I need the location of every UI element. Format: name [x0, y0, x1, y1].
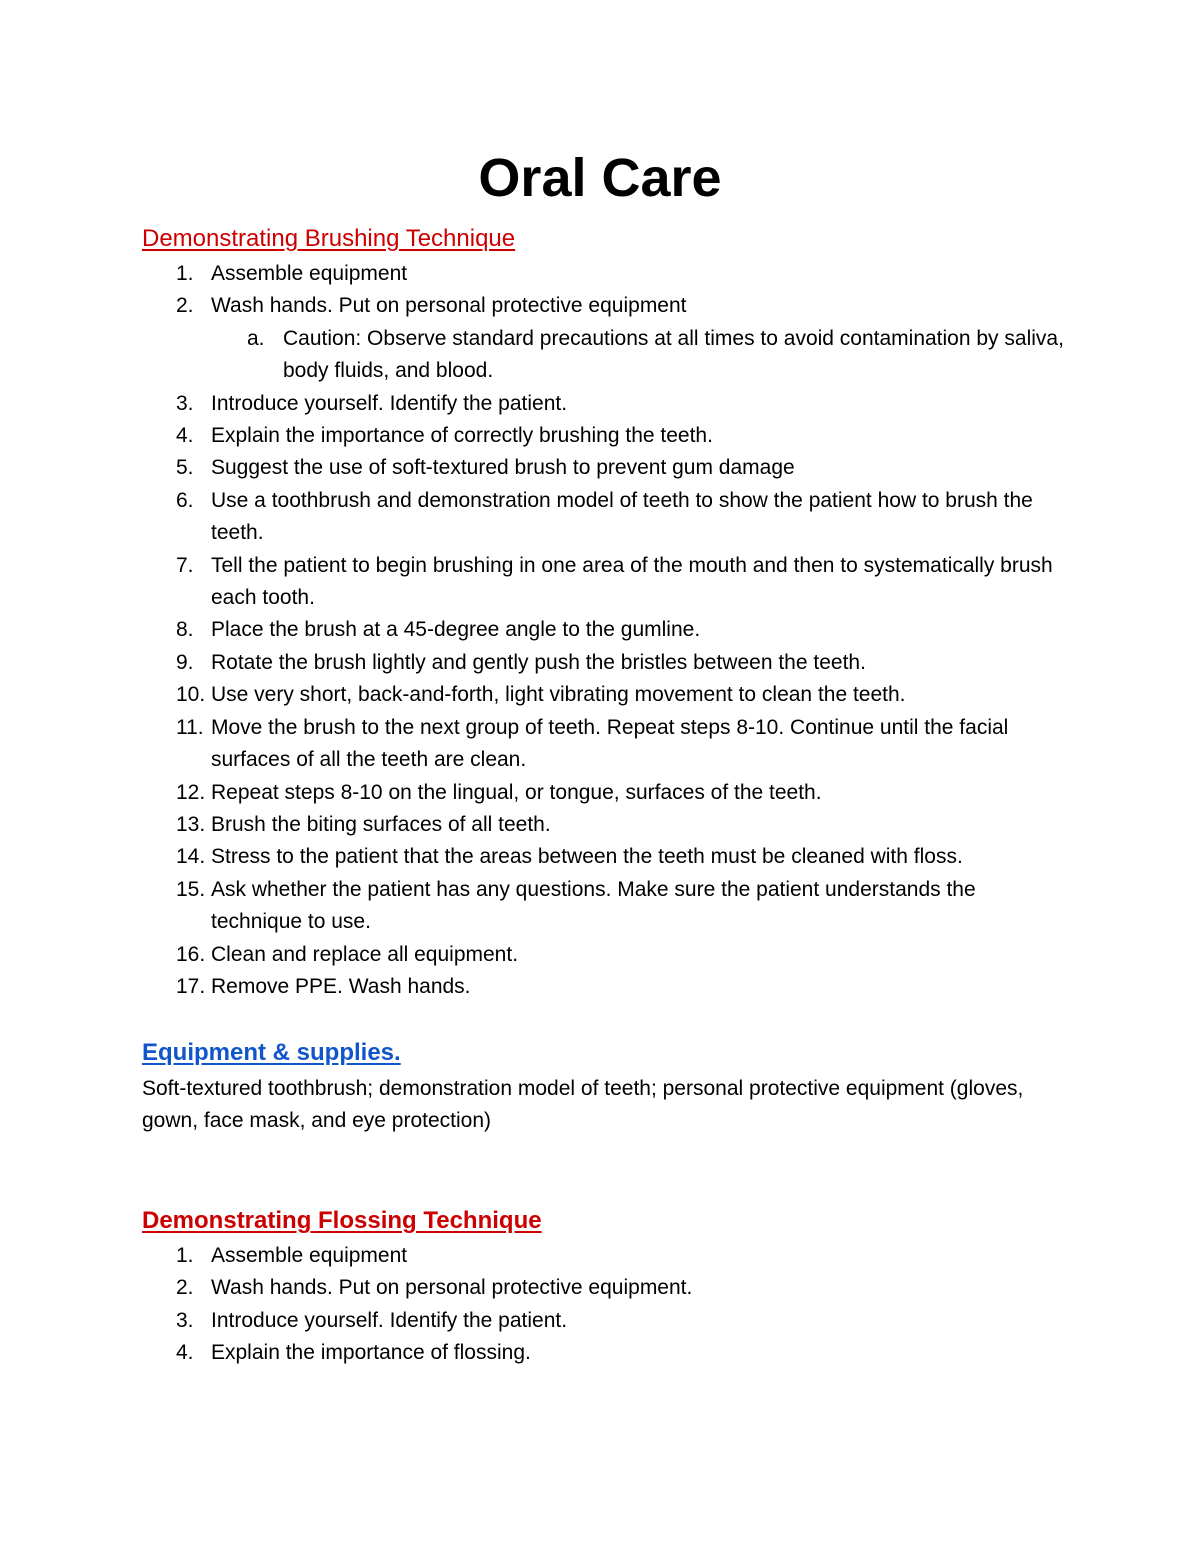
list-number: 14. [176, 845, 206, 869]
list-text: Ask whether the patient has any questions. Make sure the patient understands the technique to use. [211, 877, 976, 934]
list-text: Assemble equipment [211, 262, 408, 285]
list-text: Use a toothbrush and demonstration model of teeth to show the patient how to brush the teeth. [211, 488, 1033, 545]
list-number: 3. [176, 1308, 194, 1332]
list-item [0, 1337, 1071, 1369]
caution-sub-item [0, 323, 1073, 388]
list-item [0, 647, 1071, 679]
list-number: 1. [176, 1244, 194, 1267]
list-item [0, 452, 1071, 484]
equipment-heading: Equipment & supplies. [142, 1039, 401, 1066]
list-item [0, 777, 1071, 809]
list-item [0, 939, 1071, 971]
list-item [0, 290, 1071, 322]
list-number: 8. [176, 618, 194, 642]
list-text: Use very short, back-and-forth, light vibrating movement to clean the teeth. [211, 683, 906, 707]
list-number: 7. [176, 553, 194, 577]
list-item [0, 485, 1071, 550]
list-item [0, 614, 1071, 646]
list-text: Wash hands. Put on personal protective equipment [211, 294, 687, 318]
list-text: Explain the importance of correctly brushing the teeth. [211, 424, 713, 448]
sub-list-letter: a. [247, 326, 265, 350]
caution-text: Caution: Observe standard precautions at all times to avoid contamination by saliva, body fluids, and blood. [283, 326, 1064, 383]
list-item [0, 420, 1071, 452]
list-text: Clean and replace all equipment. [211, 942, 519, 966]
flossing-heading: Demonstrating Flossing Technique [142, 1207, 542, 1234]
list-number: 4. [176, 424, 194, 448]
list-number: 12. [176, 780, 206, 804]
list-text: Brush the biting surfaces of all teeth. [211, 812, 551, 836]
list-number: 17. [176, 974, 206, 998]
list-text: Place the brush at a 45-degree angle to the gumline. [211, 618, 701, 642]
list-number: 16. [176, 942, 206, 966]
list-text: Tell the patient to begin brushing in one area of the mouth and then to systematically brush each tooth. [211, 553, 1053, 610]
list-number: 1. [176, 262, 194, 285]
list-number: 5. [176, 456, 194, 480]
list-text: Repeat steps 8-10 on the lingual, or tongue, surfaces of the teeth. [211, 780, 822, 804]
list-text: Introduce yourself. Identify the patient. [211, 391, 568, 415]
list-item [0, 971, 1071, 1003]
flossing-steps-list [0, 1240, 1071, 1370]
list-number: 2. [176, 1276, 194, 1300]
page-title: Oral Care [478, 148, 722, 208]
brushing-heading: Demonstrating Brushing Technique [142, 225, 516, 252]
list-number: 10. [176, 683, 206, 707]
brushing-steps-list [0, 258, 1073, 1003]
list-text: Rotate the brush lightly and gently push the bristles between the teeth. [211, 650, 866, 674]
list-number: 4. [176, 1341, 194, 1365]
list-item [0, 388, 1071, 420]
list-number: 3. [176, 391, 194, 415]
list-text: Suggest the use of soft-textured brush to prevent gum damage [211, 456, 795, 480]
list-text: Wash hands. Put on personal protective equipment. [211, 1276, 693, 1300]
list-item [0, 258, 1071, 290]
list-item [0, 841, 1071, 873]
equipment-paragraph: Soft-textured toothbrush; demonstration model of teeth; personal protective equipment (gloves, gown, face mask, and eye protection) [142, 1077, 1024, 1133]
list-item [0, 1272, 1071, 1304]
list-item [0, 1305, 1071, 1337]
list-item [0, 679, 1071, 711]
list-item [0, 809, 1071, 841]
list-item [0, 1240, 1071, 1272]
list-number: 13. [176, 812, 206, 836]
list-number: 2. [176, 294, 194, 318]
list-item [0, 712, 1071, 777]
list-text: Explain the importance of flossing. [211, 1341, 531, 1365]
list-text: Assemble equipment [211, 1244, 408, 1267]
list-text: Move the brush to the next group of teeth. Repeat steps 8-10. Continue until the facial surfaces of all the teeth are clean. [211, 715, 1009, 772]
list-text: Remove PPE. Wash hands. [211, 974, 471, 998]
list-text: Stress to the patient that the areas between the teeth must be cleaned with floss. [211, 845, 963, 869]
list-item [0, 874, 1071, 939]
list-number: 9. [176, 650, 194, 674]
list-number: 6. [176, 488, 194, 512]
list-number: 15. [176, 877, 206, 901]
list-text: Introduce yourself. Identify the patient. [211, 1308, 568, 1332]
list-number: 11. [176, 715, 204, 739]
list-item [0, 550, 1071, 615]
